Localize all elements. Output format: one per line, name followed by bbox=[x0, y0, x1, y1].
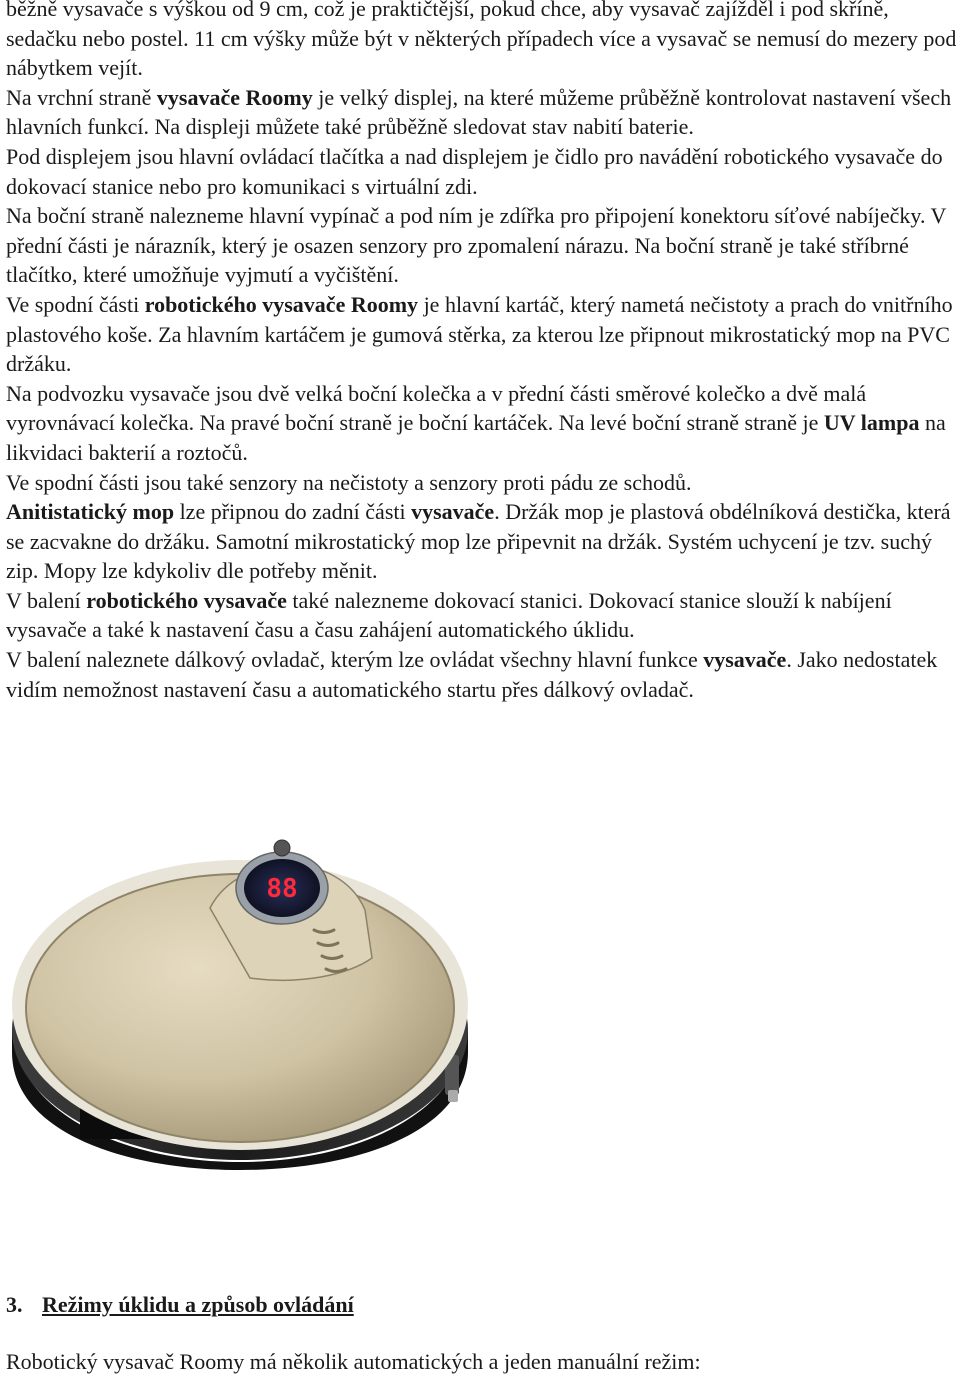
ir-sensor bbox=[274, 840, 290, 856]
section-heading bbox=[6, 1290, 354, 1320]
paragraph bbox=[6, 290, 958, 379]
section-title: Režimy úklidu a způsob ovládání bbox=[42, 1292, 354, 1317]
bold-text: vysavače Roomy bbox=[156, 84, 313, 110]
text-run: Ve spodní části bbox=[6, 291, 145, 317]
text-run: V balení naleznete dálkový ovladač, kterým lze ovládat všechny hlavní funkce bbox=[6, 647, 704, 673]
article-text bbox=[6, 0, 958, 704]
text-run: na likvidaci bakterií a roztočů. bbox=[6, 410, 946, 465]
paragraph bbox=[6, 497, 958, 586]
paragraph bbox=[6, 142, 958, 201]
paragraph bbox=[6, 201, 958, 290]
text-run: . Jako nedostatek vidím nemožnost nastavení času a automatického startu přes dálkový ovladač. bbox=[6, 647, 938, 702]
bold-text: UV lampa bbox=[823, 410, 920, 436]
text-run: je velký displej, na které můžeme průběžně kontrolovat nastavení všech hlavních funkcí. Na displeji můžete také průběžně sledovat stav nabití baterie. bbox=[6, 84, 952, 140]
text-run: běžně vysavače s výškou od 9 cm, což je praktičtější, pokud chce, aby vysavač zajížděl i pod skříně, sedačku nebo postel. 11 cm výšky může být v některých případech více a vysavač se nemusí do mezery pod nábytkem vejít. bbox=[6, 0, 957, 81]
text-run: . Držák mop je plastová obdélníková destička, která se zacvakne do držáku. Samotní mikrostatický mop lze připevnit na držák. Systém uchycení je tzv. suchý zip. Mopy lze kdykoliv dle potřeby měnit. bbox=[6, 499, 951, 584]
text-run: také nalezneme dokovací stanici. Dokovací stanice slouží k nabíjení vysavače a také k nastavení času a času zahájení automatického úklidu. bbox=[6, 587, 892, 643]
text-run: V balení bbox=[6, 587, 87, 613]
text-run: Na vrchní straně bbox=[6, 84, 157, 110]
paragraph bbox=[6, 468, 958, 498]
text-run: je hlavní kartáč, který nametá nečistoty a prach do vnitřního plastového koše. Za hlavním kartáčem je gumová stěrka, za kterou lze připnout mikrostatický mop na PVC držáku. bbox=[6, 291, 953, 377]
paragraph bbox=[6, 0, 958, 83]
text-run: lze připnou do zadní části bbox=[174, 499, 412, 525]
paragraph bbox=[6, 83, 958, 142]
text-run: Pod displejem jsou hlavní ovládací tlačítka a nad displejem je čidlo pro navádění robotického vysavače do dokovací stanice nebo pro komunikaci s virtuální zdi. bbox=[6, 143, 943, 199]
text-run: Na podvozku vysavače jsou dvě velká boční kolečka a v přední části směrové kolečko a dvě malá vyrovnávací kolečka. Na pravé boční straně je boční kartáček. Na levé boční straně straně je bbox=[6, 380, 867, 436]
led-display-digits: 88 bbox=[266, 874, 298, 904]
bold-text: robotického vysavače bbox=[86, 587, 287, 613]
bold-text: robotického vysavače Roomy bbox=[144, 291, 419, 317]
bold-text: vysavače bbox=[703, 647, 787, 673]
bold-text: Anitistatický mop bbox=[6, 499, 175, 525]
text-run: Ve spodní části jsou také senzory na nečistoty a senzory proti pádu ze schodů. bbox=[6, 469, 692, 495]
paragraph bbox=[6, 645, 958, 704]
paragraph bbox=[6, 586, 958, 645]
paragraph bbox=[6, 379, 958, 468]
bold-text: vysavače bbox=[411, 499, 495, 525]
intro-paragraph: Robotický vysavač Roomy má několik automatických a jeden manuální režim: bbox=[6, 1349, 701, 1374]
section-number: 3. bbox=[6, 1292, 23, 1317]
text-run: Na boční straně nalezneme hlavní vypínač a pod ním je zdířka pro připojení konektoru síťové nabíječky. V přední části je nárazník, který je osazen senzory pro zpomalení nárazu. Na boční straně je také stříbrné tlačítko, které umožňuje vyjmutí a vyčištění. bbox=[6, 203, 947, 288]
robot-vacuum-photo bbox=[0, 790, 480, 1170]
